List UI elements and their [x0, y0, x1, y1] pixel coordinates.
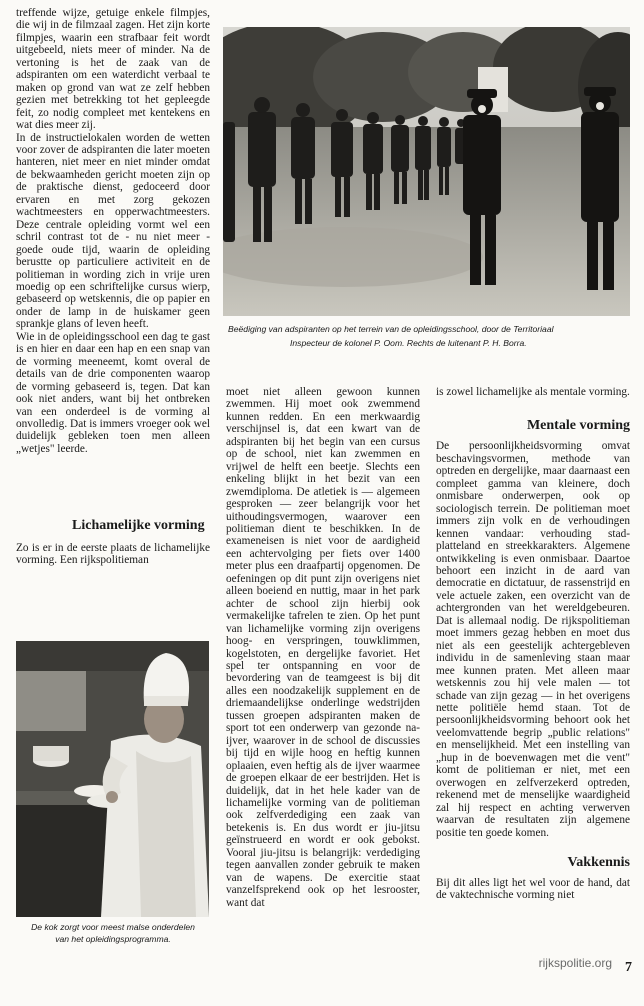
paragraph: treffende wijze, getuige enkele filmpjes, die wij in de filmzaal zagen. Het zijn korte filmpjes, waarin een strafbaar feit wordt uitgebeeld, niets meer of minder. Na de vertoning is het de zaak van de adspiranten om een waterdicht verbaal te maken op grond van wat ze zelf hebben gezien met betrekking tot het gepleegde feit, zo nodig compleet met kentekens en wat dies meer zij.: [16, 7, 210, 132]
photo-cook: [16, 641, 209, 917]
footer-website: rijkspolitie.org: [538, 956, 612, 970]
page-number: 7: [625, 960, 632, 975]
caption-oath-line2: Inspecteur de kolonel P. Oom. Rechts de luitenant P. H. Borra.: [290, 338, 527, 348]
paragraph: Wie in de opleidingsschool een dag te gast is en hier en daar een hap en een snap van de vorming meeneemt, komt overal de details van de drie componenten waarop de vorming gebaseerd is, tegen. Dat kan ook niet anders, want bij het ontbreken van een onderdeel is de vorming al onvolledig. Dat is immers vroeger ook wel duidelijk gebleken toen men alleen „wetjes" leerde.: [16, 330, 210, 455]
right-column: [436, 386, 630, 902]
caption-cook-line1: De kok zorgt voor meest malse onderdelen: [31, 922, 195, 932]
heading-mentale-vorming: Mentale vorming: [526, 418, 630, 434]
left-column-bottom: Zo is er in de eerste plaats de lichamelijke vorming. Een rijkspolitieman: [16, 542, 210, 567]
right-column-vakkennis: Bij dit alles ligt het wel voor de hand, dat de vaktechnische vorming niet: [436, 876, 630, 902]
caption-cook-line2: van het opleidingsprogramma.: [55, 934, 171, 944]
left-column-top: [16, 7, 210, 455]
oath-ceremony-illustration: [223, 27, 630, 316]
cook-illustration: [16, 641, 209, 917]
caption-oath-line1: Beëdiging van adspiranten op het terrein van de opleidingsschool, door de Territoriaal: [228, 324, 554, 334]
middle-column: moet niet alleen gewoon kunnen zwemmen. Hij moet ook zwemmend kunnen redden. En een merkwaardig verschijnsel is, dat een kwart van de adspiranten bij het begin van een cursus op de school, niet kan zwemmen en vrijwel de helft een beetje. Slechts een enkeling blijkt in het bezit van een zwemdiploma. De atletiek is — algemeen gesproken — zeer belangrijk voor het uithoudingsvermogen, waarover een politieman dient te beschikken. In de exameneisen is niet voor de aardigheid een achtervolging per fiets over 1400 meter plus een draafpartij opgenomen. De oefeningen op dit punt zijn overigens niet alleen boeiend en nuttig, maar in het park achter de school zijn hierbij ook vermakelijke tafrelen te zien. Op het punt van lichamelijke vorming zijn overigens hoog- en verspringen, touwklimmen, kogelstoten, en dergelijke favoriet. Het spel ter ontspanning en voor de bevordering van de teamgeest is bij dit alles een noodzakelijk supplement en de driemaandelijkse onderlinge wedstrijden tussen groepen adspiranten maken de sport tot een onderwerp van gezonde na-ijver, waarover in de school de discussies bij tijd en wijle hoog en heftig kunnen oplaaien, even heftig als de ijver waarmee de groepen elkaar de eer bestrijden. Het is duidelijk, dat in het hele kader van de lichamelijke vorming van de politieman ook zelfverdediging een zaak van betekenis is. En dus wordt er jiu-jitsu geïnstrueerd en wordt er ook gebokst. Vooral jiu-jitsu is belangrijk: verdediging tegen aanvallen zonder gebruik te maken van de wapens. De exercitie staat vanzelfsprekend ook op het lesrooster, want dat: [226, 386, 420, 909]
photo-oath-ceremony: [223, 27, 630, 316]
paragraph: In de instructielokalen worden de wetten voor zover de adspiranten die later moeten hanteren, niet meer en niet minder omdat de bekwaamheden gericht moeten zijn op de praktische dienst, gedoceerd door ervaren en met zorg gekozen wachtmeesters en opperwachtmeesters. Deze centrale opleiding vormt wel een schril contrast tot de - nu niet meer - goede oude tijd, waarin de opleiding berustte op particuliere activiteit en de politieman in wording zich in vrije uren moedig op een schriftelijke cursus wierp, gebaseerd op wetskennis, die op papier en onder de lamp in de huiskamer geen sprankje glans of leven heeft.: [16, 131, 210, 331]
heading-lichamelijke-vorming: Lichamelijke vorming: [72, 518, 205, 533]
right-column-top: is zowel lichamelijke als mentale vorming.: [436, 386, 630, 398]
right-column-mentale: De persoonlijkheidsvorming omvat beschavingsvormen, methode van optreden en dergelijke, maar daarnaast een compleet gamma van kleinere, doch onmisbare onderwerpen, ook op sociologisch terrein. De politieman moet immers zijn volk en de verhoudingen kennen vandaar: verhouding stad-platteland en streekkarakters. Algemene ontwikkeling is even onmisbaar. Daartoe behoort een inzicht in de aard van democratie en dictatuur, de rassenstrijd en vele actuele zaken, een overzicht van de achtergronden van het wereldgebeuren. Dat is allemaal nodig. De rijkspolitieman moet immers gezag hebben en moet dus niet als een geestelijk achtergebleven individu in de samenleving staan maar mee kunnen praten. Met alleen maar wetskennis zou hij vele malen — tot schade van zijn gezag — in het overigens nette politiële hemd staan. Tot de persoonlijkheidsvorming behoort ook het veelomvattende begrip „public relations" en menselijkheid. Met een instelling van „hup in de boevenwagen met die vent" komt de politieman er niet, met een overwogen en zelfverzekerd optreden, rekenend met de menselijke waardigheid zal hij respect en achting verwerven waarvan de resultaten zijn algemene positie ten goede komen.: [436, 440, 630, 839]
heading-vakkennis: Vakkennis: [567, 854, 630, 870]
